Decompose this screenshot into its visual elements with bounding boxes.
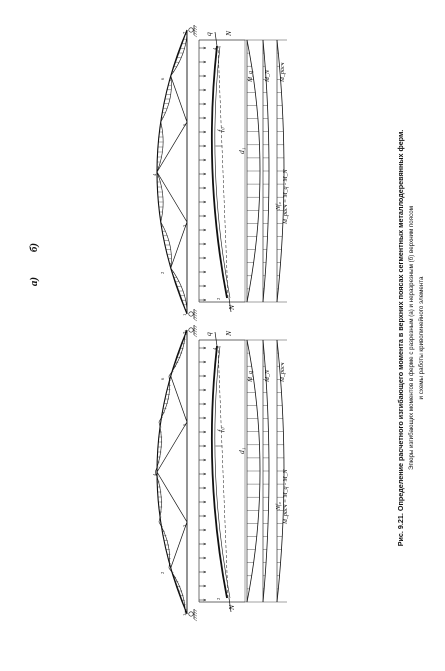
diagram-label-mcalc: M_расч xyxy=(280,362,286,382)
curved-element-edge xyxy=(212,46,230,298)
panel-a-drawing xyxy=(153,22,291,322)
moment-label-nf0: Nf₀ xyxy=(276,502,282,510)
support-hatch xyxy=(194,28,197,30)
support-hatch xyxy=(194,609,197,611)
support-hatch xyxy=(194,335,197,337)
diagram-label-mn: M_N xyxy=(265,370,271,382)
truss-node-4: 4 xyxy=(152,173,157,176)
axial-force-arrow xyxy=(215,332,217,346)
chord-line xyxy=(218,346,228,598)
axial-force-bottom: N xyxy=(227,304,236,310)
axial-force-top: N xyxy=(224,30,233,36)
support-hatch xyxy=(194,612,197,614)
diagram-label-mn: M_N xyxy=(265,70,271,82)
support-hatch xyxy=(194,619,197,621)
caption-line-2: Эпюры изгибающих моментов в ферме с разрезным (а) и неразрезным (б) верхним поясом xyxy=(408,206,415,470)
chord-moment-curve xyxy=(169,330,185,376)
truss-node-1: 1 xyxy=(182,313,187,316)
panel-a xyxy=(0,22,445,322)
panel-b-drawing xyxy=(153,322,291,622)
detail-node-2: 2 xyxy=(216,297,221,300)
support-hatch xyxy=(194,319,197,321)
chord-label: d₁ xyxy=(237,147,246,154)
truss-node-1: 1 xyxy=(182,613,187,616)
axial-force-top: N xyxy=(224,330,233,336)
detail-node-4: 4 xyxy=(212,347,217,350)
curved-element xyxy=(212,46,227,298)
truss-node-4: 4 xyxy=(152,473,157,476)
support-hatch xyxy=(194,312,197,314)
web-member xyxy=(171,376,187,422)
eccentricity-label: f₀ xyxy=(216,127,225,132)
truss-node-6: 6 xyxy=(160,377,165,380)
eccentricity-label: f₀ xyxy=(216,427,225,432)
support-hatch xyxy=(194,328,197,330)
support-hatch xyxy=(194,614,197,616)
truss-node-7: 7 xyxy=(182,331,187,334)
diagram-label-mcalc: M_расч xyxy=(280,62,286,82)
support-hatch xyxy=(194,309,197,311)
truss-scheme-a xyxy=(157,25,197,321)
web-member xyxy=(171,222,187,268)
figure-caption xyxy=(390,40,445,636)
panel-b-letter: б) xyxy=(28,242,41,253)
design-moment-formula: M_расч = M_q - M_N xyxy=(283,169,289,224)
curved-element-detail-a xyxy=(199,32,245,312)
support-hatch xyxy=(194,314,197,316)
truss-node-5: 5 xyxy=(182,123,187,126)
web-member xyxy=(171,76,187,122)
truss-node-2: 2 xyxy=(160,571,165,574)
support-hatch xyxy=(194,35,197,37)
support-hatch xyxy=(194,330,197,332)
support-hinge xyxy=(189,328,193,332)
load-label-q: q xyxy=(204,332,213,336)
curved-element-detail-b xyxy=(199,332,245,612)
truss-scheme-b xyxy=(152,325,197,621)
truss-node-7: 7 xyxy=(182,31,187,34)
truss-node-2: 2 xyxy=(160,271,165,274)
moment-label-nf0: Nf₀ xyxy=(276,202,282,210)
support-hatch xyxy=(194,25,197,27)
support-hinge xyxy=(189,612,193,616)
chord-moment-curve xyxy=(169,568,185,614)
diagram-label-mq: M_q xyxy=(248,371,254,382)
caption-title: Рис. 9.21. Определение расчетного изгибающего момента в верхних поясах сегментных металлодеревянных ферм. xyxy=(396,129,405,547)
curved-element-edge xyxy=(212,346,230,598)
chord-line xyxy=(218,46,228,298)
panel-a-letter: а) xyxy=(28,276,41,287)
chord-label: d₁ xyxy=(237,447,246,454)
support-hatch xyxy=(194,33,197,35)
support-hatch xyxy=(194,617,197,619)
support-hinge xyxy=(189,28,193,32)
support-hatch xyxy=(194,317,197,319)
caption-line-3: и схемы работы криволинейного элемента xyxy=(418,276,425,400)
curved-element xyxy=(212,346,227,598)
design-moment-formula: M_расч = M_q - M_N xyxy=(283,469,289,524)
detail-node-2: 2 xyxy=(216,597,221,600)
truss-node-3: 3 xyxy=(182,224,187,227)
panel-b xyxy=(0,242,445,622)
axial-force-arrow xyxy=(215,32,217,46)
support-hinge xyxy=(189,312,193,316)
web-member xyxy=(171,522,187,568)
truss-node-5: 5 xyxy=(182,423,187,426)
detail-node-4: 4 xyxy=(212,47,217,50)
truss-node-3: 3 xyxy=(182,524,187,527)
axial-force-bottom: N xyxy=(227,604,236,610)
truss-node-6: 6 xyxy=(160,77,165,80)
load-label-q: q xyxy=(204,32,213,36)
support-hatch xyxy=(194,325,197,327)
panel-a-svg xyxy=(153,22,291,322)
support-hatch xyxy=(194,333,197,335)
diagram-label-mq: M_q xyxy=(248,71,254,82)
panel-b-svg xyxy=(153,322,291,622)
support-hatch xyxy=(194,30,197,32)
